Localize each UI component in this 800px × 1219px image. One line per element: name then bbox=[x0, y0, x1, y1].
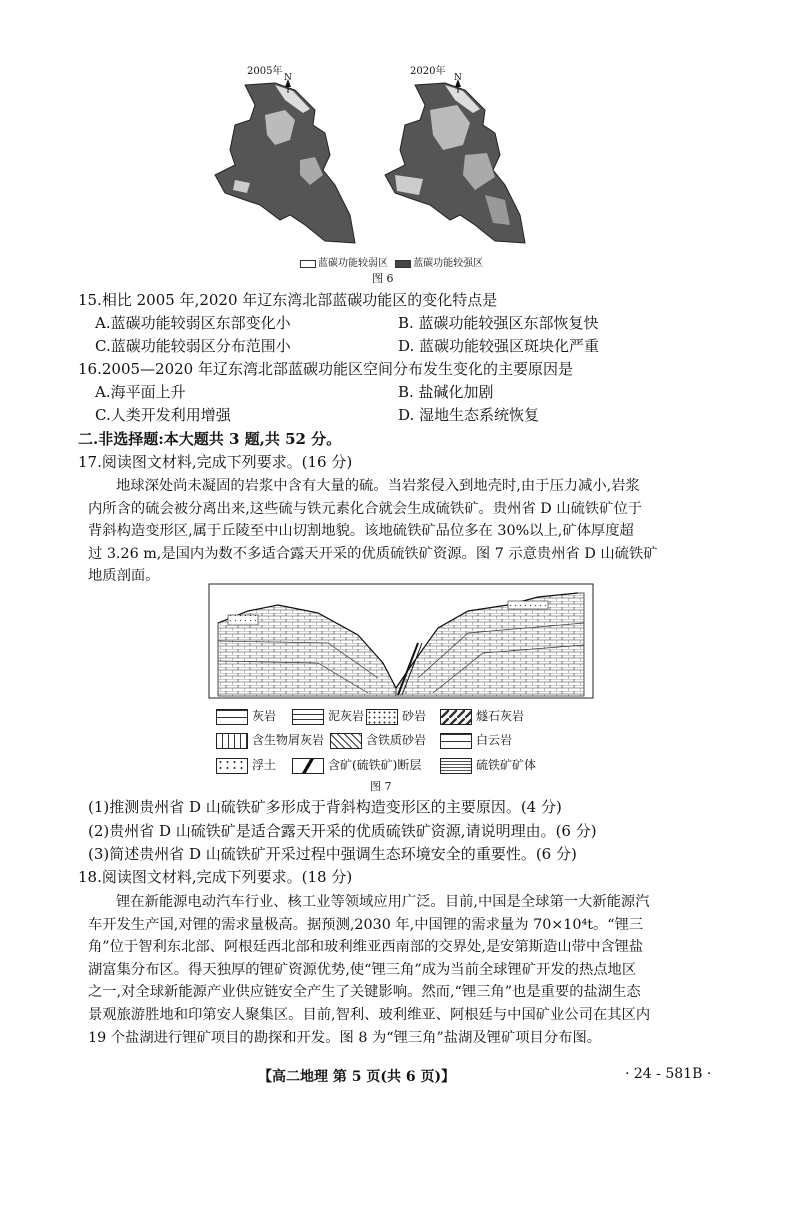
map-2005 bbox=[215, 83, 355, 243]
sandstone-label: 砂岩 bbox=[402, 709, 427, 723]
exam-code: · 24 - 581B · bbox=[625, 1066, 712, 1082]
map-2020-year-label: 2020年 bbox=[410, 66, 446, 77]
fault-label: 含矿(硫铁矿)断层 bbox=[328, 758, 422, 772]
legend-orebody bbox=[440, 756, 536, 774]
q17-sub2: (2)贵州省 D 山硫铁矿是适合露天开采的优质硫铁矿资源,请说明理由。(6 分) bbox=[88, 822, 597, 840]
figure6-maps bbox=[205, 65, 535, 255]
q17-line-1: 地球深处尚未凝固的岩浆中含有大量的硫。当岩浆侵入到地壳时,由于压力减小,岩浆 bbox=[116, 478, 640, 494]
soil-swatch bbox=[216, 758, 248, 774]
q15-option-a: A.蓝碳功能较弱区东部变化小 bbox=[95, 314, 291, 332]
figure7-cross-section bbox=[208, 583, 594, 699]
chert-label: 燧石灰岩 bbox=[476, 709, 525, 723]
legend-strong-swatch bbox=[395, 260, 411, 268]
bio-limestone-label: 含生物屑灰岩 bbox=[252, 733, 325, 747]
q18-line-2: 车开发生产国,对锂的需求量极高。据预测,2030 年,中国锂的需求量为 70×10⁴t。“锂三 bbox=[88, 916, 644, 933]
q18-line-5: 之一,对全球新能源产业供应链安全产生了关键影响。然而,“锂三角”也是重要的盐湖生态 bbox=[88, 984, 641, 1001]
legend-soil bbox=[216, 756, 276, 774]
q17-sub1: (1)推测贵州省 D 山硫铁矿多形成于背斜构造变形区的主要原因。(4 分) bbox=[88, 798, 562, 816]
q18-line-1: 锂在新能源电动汽车行业、核工业等领域应用广泛。目前,中国是全球第一大新能源汽 bbox=[116, 894, 650, 910]
map-2020 bbox=[385, 83, 525, 243]
legend-weak-swatch bbox=[300, 260, 316, 268]
section2-heading: 二.非选择题:本大题共 3 题,共 52 分。 bbox=[78, 430, 342, 448]
q17-line-3: 背斜构造变形区,属于丘陵至中山切割地貌。该地硫铁矿品位多在 30%以上,矿体厚度超 bbox=[88, 523, 634, 540]
legend-fault bbox=[292, 756, 421, 774]
q16-option-d: D. 湿地生态系统恢复 bbox=[398, 406, 540, 424]
q18-line-4: 湖富集分布区。得天独厚的锂矿资源优势,使“锂三角”成为当前全球锂矿开发的热点地区 bbox=[88, 961, 637, 978]
q15-stem: 15.相比 2005 年,2020 年辽东湾北部蓝碳功能区的变化特点是 bbox=[78, 291, 498, 309]
q17-line-5: 地质剖面。 bbox=[88, 568, 160, 585]
dolomite-label: 白云岩 bbox=[476, 733, 513, 747]
q17-sub3: (3)简述贵州省 D 山硫铁矿开采过程中强调生态环境安全的重要性。(6 分) bbox=[88, 845, 577, 863]
q15-option-d: D. 蓝碳功能较强区斑块化严重 bbox=[398, 337, 600, 355]
marl-label: 泥灰岩 bbox=[328, 709, 365, 723]
limestone-label: 灰岩 bbox=[252, 709, 277, 723]
q16-option-c: C.人类开发利用增强 bbox=[95, 406, 231, 424]
q16-stem: 16.2005—2020 年辽东湾北部蓝碳功能区空间分布发生变化的主要原因是 bbox=[78, 360, 573, 378]
limestone-swatch bbox=[216, 709, 248, 725]
chert-swatch bbox=[440, 709, 472, 725]
sandstone-swatch bbox=[366, 709, 398, 725]
legend-bio-limestone bbox=[216, 731, 324, 749]
legend-chert-limestone bbox=[440, 707, 524, 725]
q17-material bbox=[88, 475, 728, 588]
legend-strong-label: 蓝碳功能较强区 bbox=[413, 258, 484, 269]
map-2005-year-label: 2005年 bbox=[247, 66, 283, 77]
q18-material bbox=[88, 891, 728, 1049]
dolomite-swatch bbox=[440, 733, 472, 749]
fe-sandstone-label: 含铁质砂岩 bbox=[366, 733, 427, 747]
marl-swatch bbox=[292, 709, 324, 725]
legend-sandstone bbox=[366, 707, 426, 725]
q18-stem: 18.阅读图文材料,完成下列要求。(18 分) bbox=[78, 868, 353, 886]
q17-line-2: 内所含的硫会被分离出来,这些硫与铁元素化合就会生成硫铁矿。贵州省 D 山硫铁矿位于 bbox=[88, 500, 643, 517]
legend-limestone bbox=[216, 707, 276, 725]
q15-option-b: B. 蓝碳功能较强区东部恢复快 bbox=[398, 314, 599, 332]
bio-limestone-swatch bbox=[216, 733, 248, 749]
q17-line-4: 过 3.26 m,是国内为数不多适合露天开采的优质硫铁矿资源。图 7 示意贵州省 D 山硫铁矿 bbox=[88, 545, 658, 562]
fe-sandstone-swatch bbox=[330, 733, 362, 749]
soil-label: 浮土 bbox=[252, 758, 277, 772]
figure6-caption: 图 6 bbox=[372, 272, 394, 285]
legend-dolomite bbox=[440, 731, 512, 749]
north-label-left: N bbox=[284, 73, 292, 83]
orebody-swatch bbox=[440, 758, 472, 774]
q17-stem: 17.阅读图文材料,完成下列要求。(16 分) bbox=[78, 453, 353, 471]
orebody-label: 硫铁矿矿体 bbox=[476, 758, 537, 772]
q18-line-7: 19 个盐湖进行锂矿项目的勘探和开发。图 8 为“锂三角”盐湖及锂矿项目分布图。 bbox=[88, 1029, 602, 1046]
legend-fe-sandstone bbox=[330, 731, 426, 749]
q18-line-3: 角”位于智利东北部、阿根廷西北部和玻利维亚西南部的交界处,是安第斯造山带中含锂盐 bbox=[88, 939, 644, 956]
q16-option-b: B. 盐碱化加剧 bbox=[398, 383, 494, 401]
legend-weak-label: 蓝碳功能较弱区 bbox=[318, 258, 388, 269]
q16-option-a: A.海平面上升 bbox=[95, 383, 186, 401]
figure7-caption: 图 7 bbox=[370, 780, 392, 793]
q15-option-c: C.蓝碳功能较弱区分布范围小 bbox=[95, 337, 291, 355]
page-footer: 【高二地理 第 5 页(共 6 页)】 bbox=[258, 1069, 456, 1085]
q18-line-6: 景观旅游胜地和印第安人聚集区。目前,智利、玻利维亚、阿根廷与中国矿业公司在其区内 bbox=[88, 1006, 651, 1023]
legend-marl bbox=[292, 707, 364, 725]
north-label-right: N bbox=[454, 73, 462, 83]
figure6-legend bbox=[300, 254, 483, 269]
fault-swatch bbox=[292, 758, 324, 774]
